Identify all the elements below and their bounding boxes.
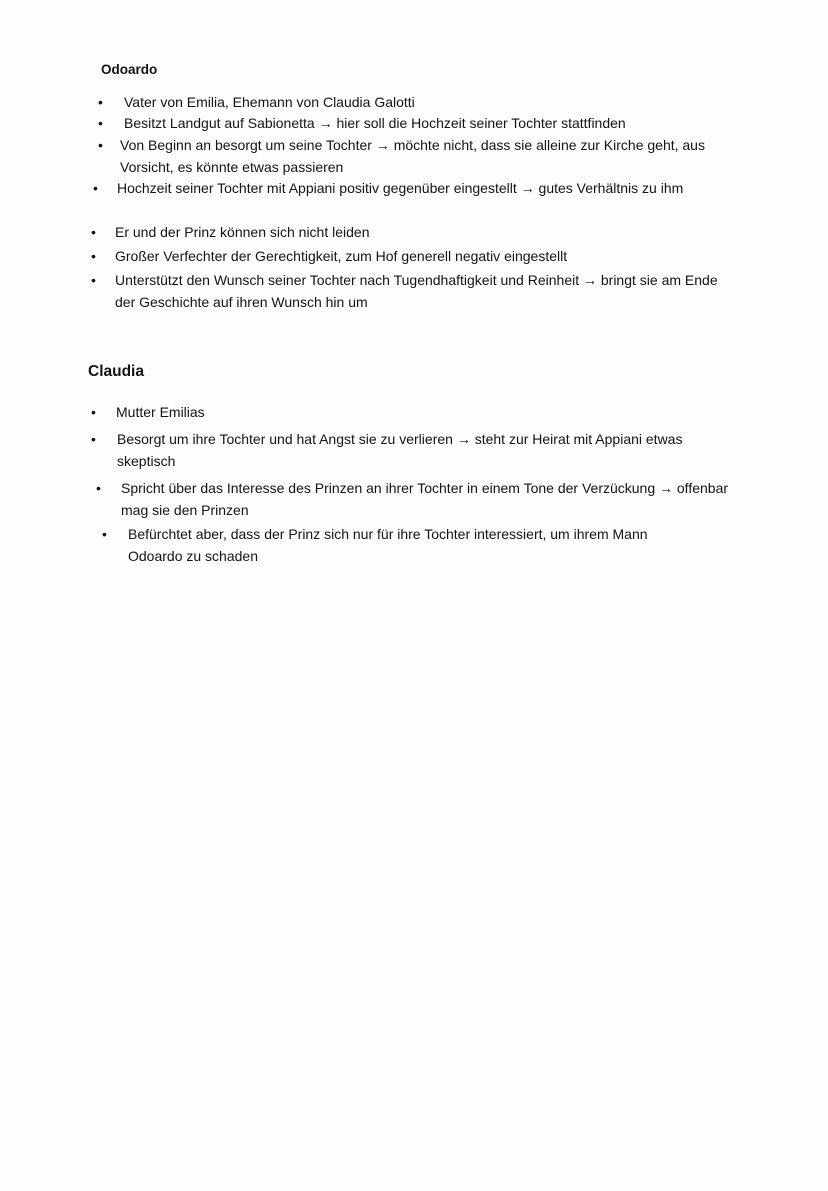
list-item: • Er und der Prinz können sich nicht leiden bbox=[91, 221, 731, 243]
bullet-icon: • bbox=[98, 137, 103, 153]
list-item: • Vater von Emilia, Ehemann von Claudia Galotti bbox=[98, 91, 718, 113]
list-item: • Befürchtet aber, dass der Prinz sich nur für ihre Tochter interessiert, um ihrem Mann Odoardo zu schaden bbox=[102, 523, 702, 567]
bullet-icon: • bbox=[96, 480, 101, 496]
bullet-icon: • bbox=[91, 224, 96, 240]
bullet-icon: • bbox=[91, 248, 96, 264]
bullet-icon: • bbox=[98, 115, 103, 131]
list-item: • Spricht über das Interesse des Prinzen an ihrer Tochter in einem Tone der Verzückung → offenbar mag sie den Prinzen bbox=[96, 477, 736, 521]
bullet-icon: • bbox=[102, 526, 107, 542]
bullet-icon: • bbox=[91, 404, 96, 420]
section-heading-claudia: Claudia bbox=[88, 363, 144, 380]
list-item: • Von Beginn an besorgt um seine Tochter → möchte nicht, dass sie alleine zur Kirche geht, aus Vorsicht, es könnte etwas passieren bbox=[98, 134, 708, 178]
list-item: • Besorgt um ihre Tochter und hat Angst sie zu verlieren → steht zur Heirat mit Appiani etwas skeptisch bbox=[91, 428, 711, 472]
section-heading-odoardo: Odoardo bbox=[101, 62, 158, 77]
list-item: • Mutter Emilias bbox=[91, 401, 731, 423]
list-item: • Unterstützt den Wunsch seiner Tochter nach Tugendhaftigkeit und Reinheit → bringt sie am Ende der Geschichte auf ihren Wunsch hin um bbox=[91, 269, 741, 313]
bullet-icon: • bbox=[91, 431, 96, 447]
bullet-icon: • bbox=[91, 272, 96, 288]
list-item: • Besitzt Landgut auf Sabionetta → hier soll die Hochzeit seiner Tochter stattfinden bbox=[98, 112, 718, 134]
list-item: • Hochzeit seiner Tochter mit Appiani positiv gegenüber eingestellt → gutes Verhältnis zu ihm bbox=[93, 177, 733, 199]
bullet-icon: • bbox=[98, 94, 103, 110]
bullet-icon: • bbox=[93, 180, 98, 196]
list-item: • Großer Verfechter der Gerechtigkeit, zum Hof generell negativ eingestellt bbox=[91, 245, 731, 267]
